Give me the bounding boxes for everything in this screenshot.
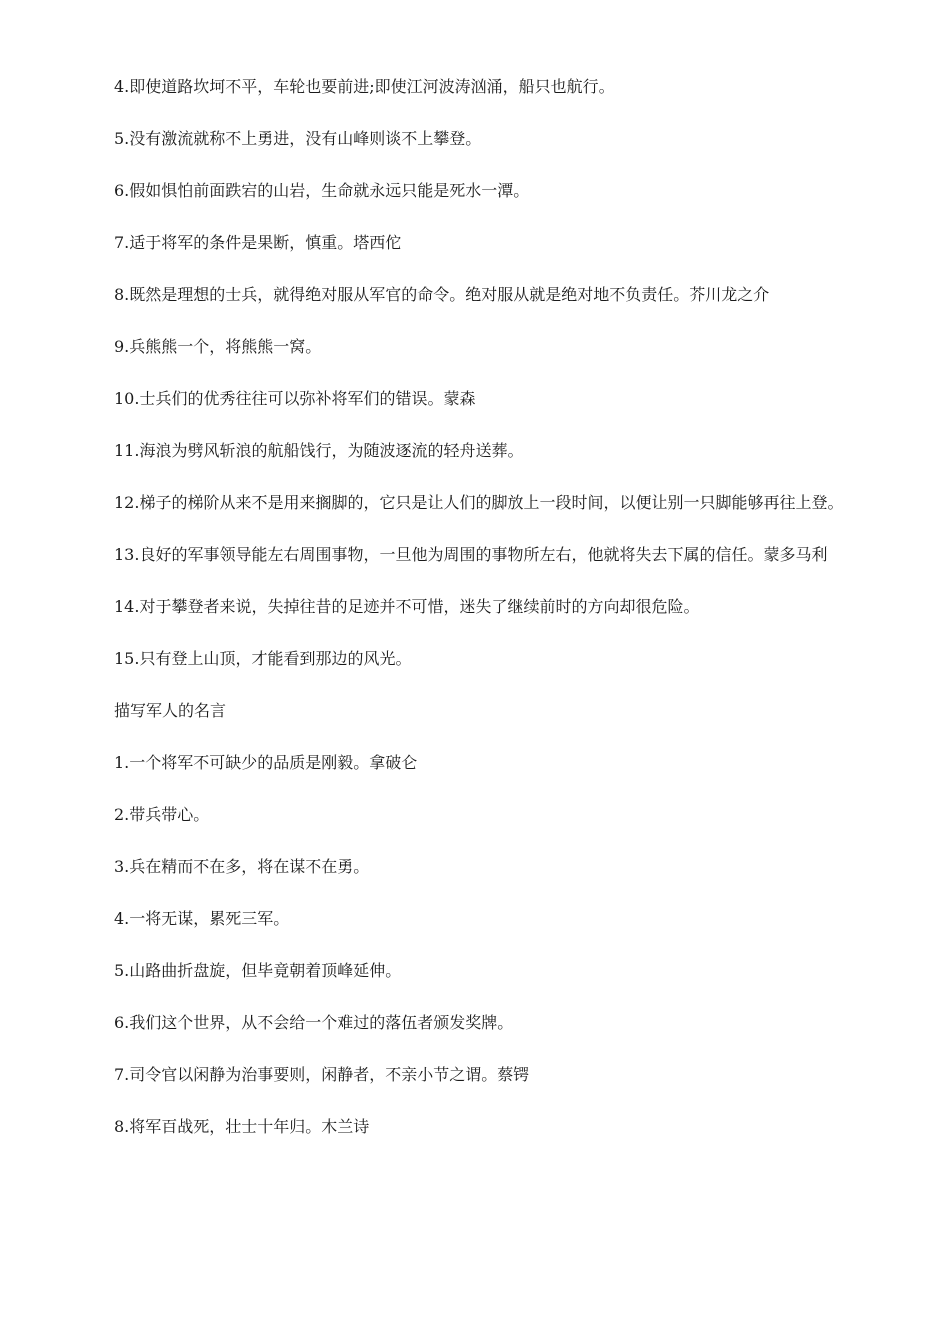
paragraph-quote-9: 9.兵熊熊一个，将熊熊一窝。 xyxy=(114,337,322,356)
document-body xyxy=(81,70,871,1162)
paragraph-quote-13: 13.良好的军事领导能左右周围事物，一旦他为周围的事物所左右，他就将失去下属的信任。蒙多马利 xyxy=(114,545,828,564)
paragraph-quote-12: 12.梯子的梯阶从来不是用来搁脚的，它只是让人们的脚放上一段时间，以便让别一只脚能够再往上登。 xyxy=(114,493,844,512)
section-heading: 描写军人的名言 xyxy=(114,701,227,720)
paragraph-quote-8: 8.既然是理想的士兵，就得绝对服从军官的命令。绝对服从就是绝对地不负责任。芥川龙之介 xyxy=(114,285,770,304)
paragraph-military-3: 3.兵在精而不在多，将在谋不在勇。 xyxy=(114,857,370,876)
paragraph-military-8: 8.将军百战死，壮士十年归。木兰诗 xyxy=(114,1117,370,1136)
paragraph-military-4: 4.一将无谋，累死三军。 xyxy=(114,909,290,928)
paragraph-quote-4: 4.即使道路坎坷不平，车轮也要前进;即使江河波涛汹涌，船只也航行。 xyxy=(114,77,615,96)
paragraph-quote-5: 5.没有激流就称不上勇进，没有山峰则谈不上攀登。 xyxy=(114,129,482,148)
paragraph-military-7: 7.司令官以闲静为治事要则，闲静者，不亲小节之谓。蔡锷 xyxy=(114,1065,530,1084)
paragraph-military-2: 2.带兵带心。 xyxy=(114,805,210,824)
paragraph-military-6: 6.我们这个世界，从不会给一个难过的落伍者颁发奖牌。 xyxy=(114,1013,514,1032)
paragraph-quote-7: 7.适于将军的条件是果断，慎重。塔西佗 xyxy=(114,233,402,252)
paragraph-military-5: 5.山路曲折盘旋，但毕竟朝着顶峰延伸。 xyxy=(114,961,402,980)
paragraph-military-1: 1.一个将军不可缺少的品质是刚毅。拿破仑 xyxy=(114,753,418,772)
paragraph-quote-15: 15.只有登上山顶，才能看到那边的风光。 xyxy=(114,649,412,668)
paragraph-quote-14: 14.对于攀登者来说，失掉往昔的足迹并不可惜，迷失了继续前时的方向却很危险。 xyxy=(114,597,700,616)
paragraph-quote-11: 11.海浪为劈风斩浪的航船饯行，为随波逐流的轻舟送葬。 xyxy=(114,441,524,460)
paragraph-quote-6: 6.假如惧怕前面跌宕的山岩，生命就永远只能是死水一潭。 xyxy=(114,181,530,200)
paragraph-quote-10: 10.士兵们的优秀往往可以弥补将军们的错误。蒙森 xyxy=(114,389,476,408)
